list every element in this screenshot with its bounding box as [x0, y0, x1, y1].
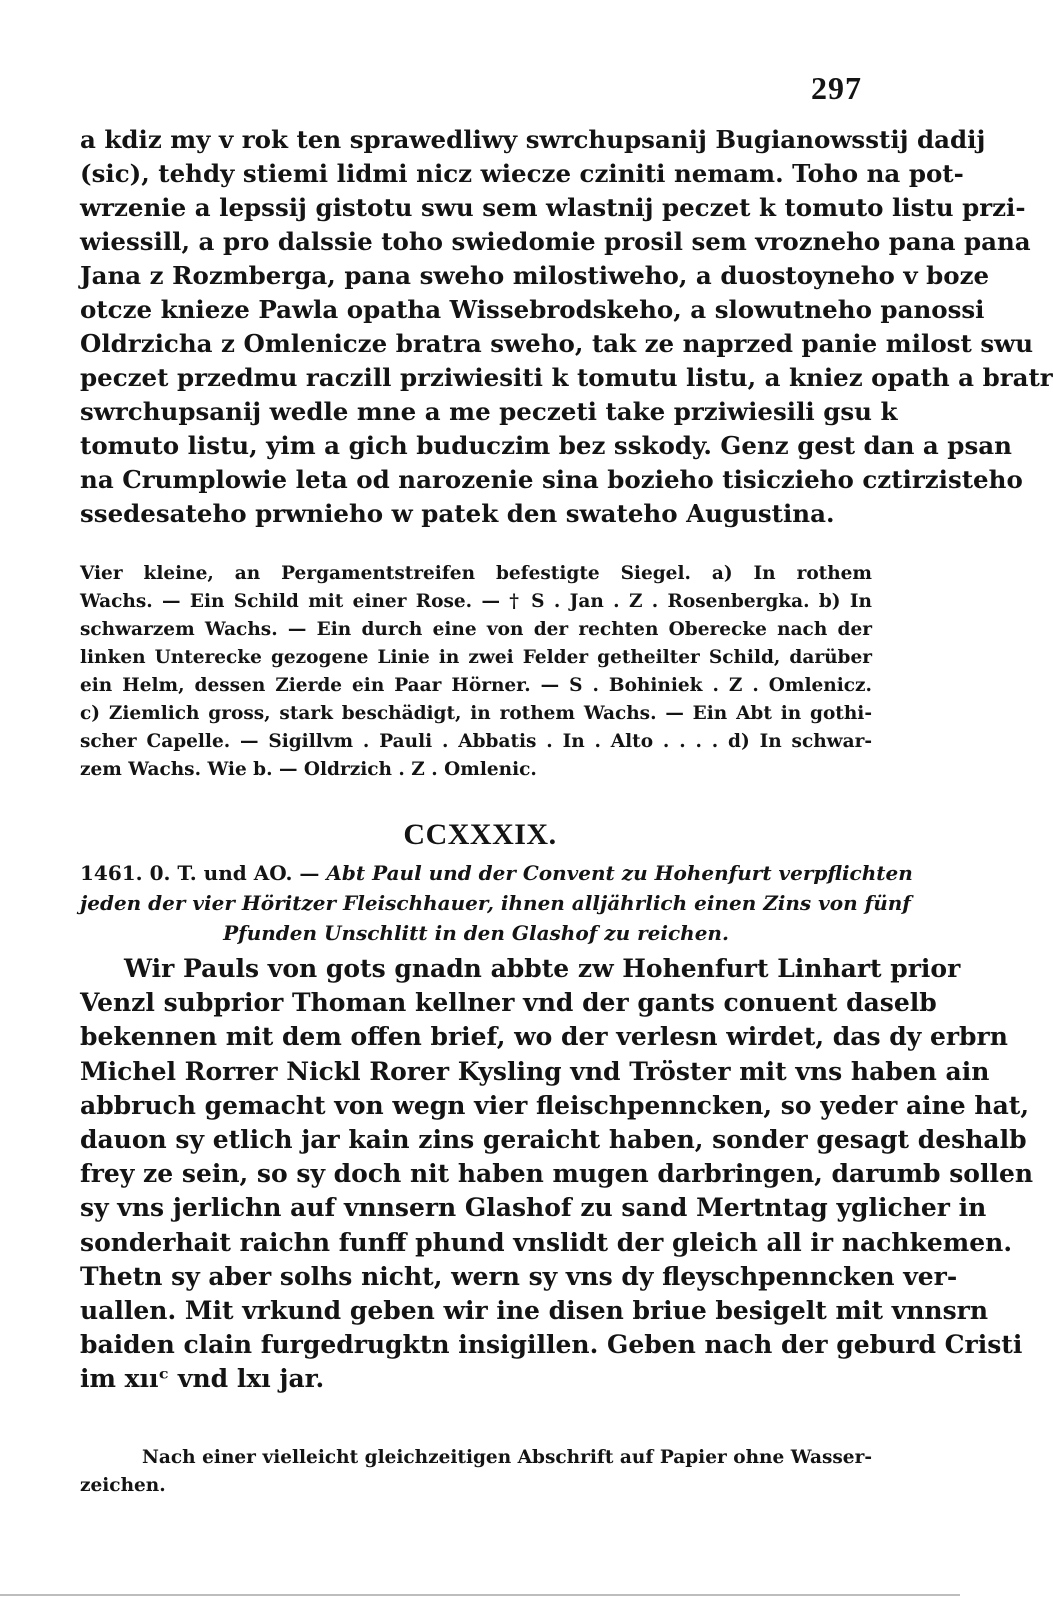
text-line: wiessill, a pro dalssie toho swiedomie prosil sem vrozneho pana pana: [80, 227, 1031, 256]
source-note: [80, 1444, 872, 1500]
regest-summary: Abt Paul und der Convent zu Hohenfurt verpflichten: [326, 861, 913, 885]
charter-line: frey ze sein, so sy doch nit haben mugen darbringen, darumb sollen: [80, 1159, 1034, 1189]
charter-line: im xııᶜ vnd lxı jar.: [80, 1364, 325, 1394]
charter-line: sy vns jerlichn auf vnnsern Glashof zu sand Mertntag yglicher in: [80, 1193, 987, 1223]
regest-line: [80, 858, 913, 888]
regest-line: Pfunden Unschlitt in den Glashof zu reichen.: [223, 921, 729, 945]
text-line: ssedesateho prwnieho w patek den swateho Augustina.: [80, 499, 835, 528]
text-line: a kdiz my v rok ten sprawedliwy swrchupsanij Bugianowsstij dadij: [80, 125, 986, 154]
text-line: na Crumplowie leta od narozenie sina bozieho tisiczieho cztirzisteho: [80, 465, 1023, 494]
regest-line: jeden der vier Höritzer Fleischhauer, ihnen alljährlich einen Zins von fünf: [80, 891, 911, 915]
text-line: tomuto listu, yim a gich buduczim bez sskody. Genz gest dan a psan: [80, 431, 1012, 460]
page-number: 297: [811, 70, 862, 106]
note-line: Vier kleine, an Pergamentstreifen befestigte Siegel. a) In rothem: [80, 563, 872, 584]
charter-line: sonderhait raichn funff phund vnslidt der gleich all ir nachkemen.: [80, 1227, 1013, 1257]
text-line: Jana z Rozmberga, pana sweho milostiweho, a duostoyneho v boze: [80, 261, 990, 290]
note-line: Wachs. — Ein Schild mit einer Rose. — † S . Jan . Z . Rosenbergka. b) In: [80, 591, 872, 612]
text-line: otcze knieze Pawla opatha Wissebrodskeho, a slowutneho panossi: [80, 295, 985, 324]
text-line: Oldrzicha z Omlenicze bratra sweho, tak ze naprzed panie milost swu: [80, 329, 1034, 358]
charter-line: Michel Rorrer Nickl Rorer Kysling vnd Tröster mit vns haben ain: [80, 1056, 990, 1086]
note-line: c) Ziemlich gross, stark beschädigt, in rothem Wachs. — Ein Abt in gothi-: [80, 703, 872, 724]
note-line: zem Wachs. Wie b. — Oldrzich . Z . Omlenic.: [80, 759, 537, 780]
note-line: Nach einer vielleicht gleichzeitigen Abschrift auf Papier ohne Wasser-: [142, 1447, 872, 1468]
charter-text: [80, 952, 1034, 1396]
charter-line: abbruch gemacht von wegn vier fleischpenncken, so yeder aine hat,: [80, 1090, 1030, 1120]
charter-line: Wir Pauls von gots gnadn abbte zw Hohenfurt Linhart prior: [124, 954, 961, 983]
charter-line: baiden clain furgedrugktn insigillen. Geben nach der geburd Cristi: [80, 1330, 1023, 1360]
text-line: peczet przedmu raczill prziwiesiti k tomutu listu, a kniez opath a bratr: [80, 363, 1053, 392]
charter-line: dauon sy etlich jar kain zins geraicht haben, sonder gesagt deshalb: [80, 1124, 1027, 1154]
regest-date: 1461. 0. T. und AO. —: [80, 861, 320, 885]
charter-line: bekennen mit dem offen brief, wo der verlesn wirdet, das dy erbrn: [80, 1022, 1008, 1052]
text-line: wrzenie a lepssij gistotu swu sem wlastnij peczet k tomuto listu przi-: [80, 193, 1026, 222]
seal-note: [80, 560, 872, 784]
note-line: scher Capelle. — Sigillvm . Pauli . Abbatis . In . Alto . . . . d) In schwar-: [80, 731, 872, 752]
charter-line: Venzl subprior Thoman kellner vnd der gants conuent daselb: [80, 988, 937, 1018]
charter-line: Thetn sy aber solhs nicht, wern sy vns dy fleyschpenncken ver-: [80, 1261, 958, 1291]
note-line: linken Unterecke gezogene Linie in zwei Felder getheilter Schild, darüber: [80, 647, 872, 668]
text-line: (sic), tehdy stiemi lidmi nicz wiecze cziniti nemam. Toho na pot-: [80, 159, 964, 188]
note-line: ein Helm, dessen Zierde ein Paar Hörner. — S . Bohiniek . Z . Omlenicz.: [80, 675, 872, 696]
regest: [80, 858, 913, 948]
text-line: swrchupsanij wedle mne a me peczeti take prziwiesili gsu k: [80, 397, 898, 426]
charter-line: uallen. Mit vrkund geben wir ine disen briue besigelt mit vnnsrn: [80, 1295, 989, 1325]
note-line: schwarzem Wachs. — Ein durch eine von der rechten Oberecke nach der: [80, 619, 872, 640]
scan-edge-divider: [0, 1594, 960, 1596]
document-number-heading: CCXXXIX.: [403, 818, 557, 851]
note-line: zeichen.: [80, 1475, 166, 1496]
continuation-paragraph: [80, 123, 1053, 531]
